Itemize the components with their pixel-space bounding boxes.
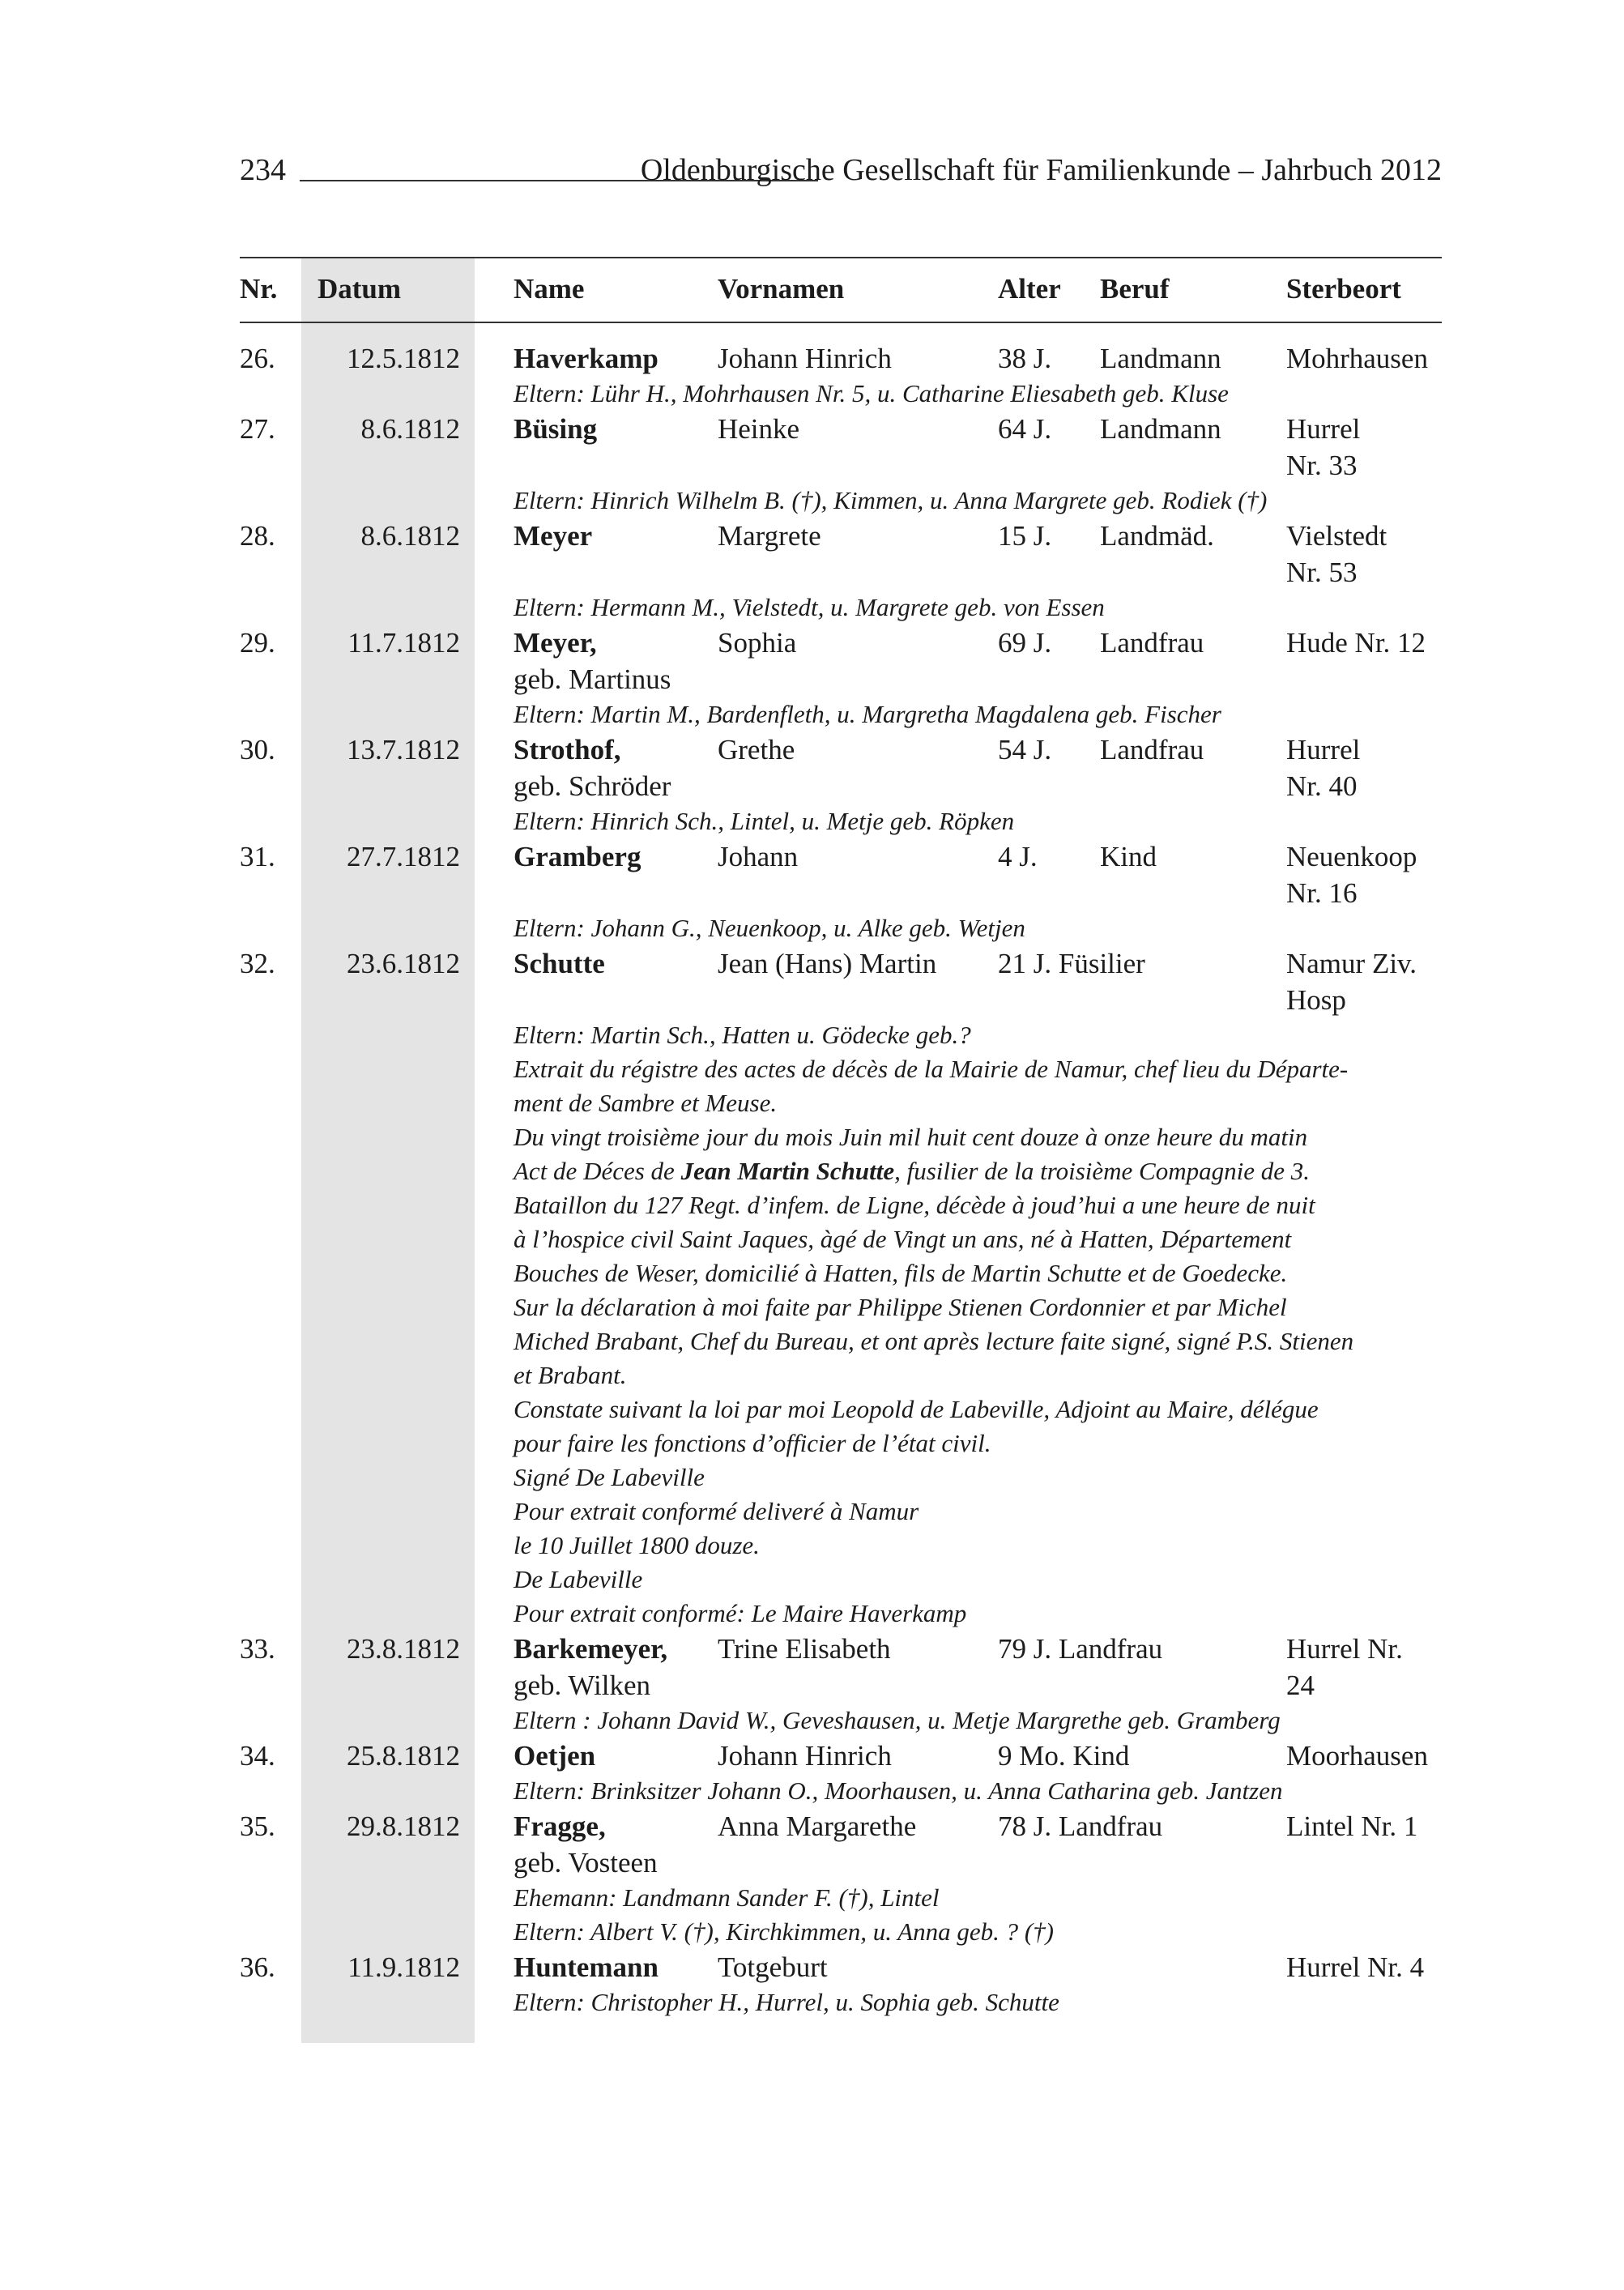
entry-surname: Strothof,	[514, 734, 621, 765]
column-header-vornamen: Vornamen	[718, 273, 845, 305]
table-row	[240, 411, 1442, 518]
entry-name	[514, 945, 716, 982]
entry-given-names: Totgeburt	[718, 1951, 828, 1983]
entry-place-line: Nr. 16	[1286, 877, 1358, 909]
entry-note-line: Eltern: Lühr H., Mohrhausen Nr. 5, u. Catharine Eliesabeth geb. Kluse	[514, 379, 1229, 407]
entry-main-line	[240, 731, 1442, 804]
entry-age: 15 J.	[998, 520, 1052, 552]
entry-place-of-death	[1286, 945, 1448, 1018]
entry-main-line	[240, 1808, 1442, 1881]
entry-age: 4 J.	[998, 841, 1038, 872]
entry-occupation: Landfrau	[1100, 627, 1204, 659]
entry-given-names: Heinke	[718, 413, 800, 445]
entry-date: 27.7.1812	[347, 841, 460, 872]
entry-nr: 36.	[240, 1951, 275, 1983]
table-row	[240, 1631, 1442, 1738]
entry-main-line	[240, 411, 1442, 484]
entry-name	[514, 340, 716, 377]
entry-name	[514, 518, 716, 554]
entry-nr: 32.	[240, 948, 275, 979]
entry-place-of-death	[1286, 625, 1448, 661]
entry-nr: 26.	[240, 343, 275, 374]
entry-occupation: Landmann	[1100, 413, 1221, 445]
entry-date: 12.5.1812	[347, 343, 460, 374]
table-row	[240, 731, 1442, 838]
entry-note-line: Eltern: Martin Sch., Hatten u. Gödecke geb.?	[514, 1021, 971, 1049]
entry-occupation: Landmann	[1100, 343, 1221, 374]
entry-nr: 35.	[240, 1810, 275, 1842]
entry-surname: Meyer	[514, 520, 593, 552]
entry-birth-name: geb. Martinus	[514, 663, 671, 695]
entry-place-line: Nr. 40	[1286, 770, 1358, 802]
entry-place-line: Nr. 33	[1286, 450, 1358, 481]
entry-note-line: Eltern: Martin M., Bardenfleth, u. Margretha Magdalena geb. Fischer	[514, 700, 1221, 728]
entry-note-line: pour faire les fonctions d’officier de l’état civil.	[514, 1429, 991, 1457]
entry-place-of-death	[1286, 1631, 1448, 1704]
entry-place-line: Hurrel Nr. 4	[1286, 1951, 1425, 1983]
running-header	[240, 146, 1442, 194]
entry-note-line: Miched Brabant, Chef du Bureau, et ont après lecture faite signé, signé P.S. Stienen	[514, 1327, 1354, 1355]
note-text: , fusilier de la troisième Compagnie de 3.	[894, 1157, 1311, 1185]
entry-age: 54 J.	[998, 734, 1052, 765]
entry-nr: 33.	[240, 1633, 275, 1665]
entry-note-line: Constate suivant la loi par moi Leopold de Labeville, Adjoint au Maire, délégue	[514, 1395, 1319, 1423]
entry-place-line: Hurrel Nr.	[1286, 1633, 1403, 1665]
note-text: Act de Déces de	[514, 1157, 681, 1185]
entry-date: 25.8.1812	[347, 1740, 460, 1772]
table-row	[240, 1949, 1442, 2019]
table-row	[240, 838, 1442, 945]
entry-date: 13.7.1812	[347, 734, 460, 765]
entry-note-line: Eltern : Johann David W., Geveshausen, u. Metje Margrethe geb. Gramberg	[514, 1706, 1281, 1734]
entry-given-names: Anna Margarethe	[718, 1810, 917, 1842]
entry-main-line	[240, 945, 1442, 1018]
entry-nr: 34.	[240, 1740, 275, 1772]
entry-place-line: Namur Ziv.	[1286, 948, 1417, 979]
entry-given-names: Sophia	[718, 627, 797, 659]
entry-note-line: Bataillon du 127 Regt. d’infem. de Ligne, décède à joud’hui a une heure de nuit	[514, 1191, 1315, 1219]
entry-note-line: Sur la déclaration à moi faite par Philippe Stienen Cordonnier et par Michel	[514, 1293, 1287, 1321]
entry-note-line: Pour extrait conformé: Le Maire Haverkamp	[514, 1599, 967, 1627]
entry-main-line	[240, 1631, 1442, 1704]
entry-nr: 31.	[240, 841, 275, 872]
entry-place-of-death	[1286, 411, 1448, 484]
entry-given-names: Johann	[718, 841, 799, 872]
entry-given-names: Jean (Hans) Martin	[718, 948, 937, 979]
entry-place-line: Nr. 53	[1286, 557, 1358, 588]
entry-note-line	[514, 1154, 1445, 1188]
table-row	[240, 625, 1442, 731]
entry-note-line: Eltern: Christopher H., Hurrel, u. Sophia geb. Schutte	[514, 1988, 1059, 2016]
register-entries	[240, 340, 1442, 2019]
entry-note-line: et Brabant.	[514, 1361, 627, 1389]
entry-age: 64 J.	[998, 413, 1052, 445]
table-row	[240, 340, 1442, 411]
entry-given-names: Johann Hinrich	[718, 1740, 892, 1772]
entry-nr: 30.	[240, 734, 275, 765]
entry-place-line: Lintel Nr. 1	[1286, 1810, 1418, 1842]
entry-place-of-death	[1286, 731, 1448, 804]
entry-name	[514, 1949, 716, 1985]
entry-date: 29.8.1812	[347, 1810, 460, 1842]
entry-birth-name: geb. Wilken	[514, 1670, 651, 1701]
entry-place-of-death	[1286, 1949, 1448, 1985]
entry-given-names: Grethe	[718, 734, 795, 765]
entry-given-names: Johann Hinrich	[718, 343, 892, 374]
entry-place-line: Hurrel	[1286, 413, 1361, 445]
entry-surname: Fragge,	[514, 1810, 606, 1842]
table-row	[240, 945, 1442, 1631]
entry-age: 79 J. Landfrau	[998, 1633, 1163, 1665]
entry-note-line: De Labeville	[514, 1565, 643, 1593]
entry-date: 11.7.1812	[347, 627, 460, 659]
entry-note-line: Eltern: Hinrich Sch., Lintel, u. Metje geb. Röpken	[514, 807, 1015, 835]
entry-place-line: Mohrhausen	[1286, 343, 1428, 374]
entry-place-line: Hude Nr. 12	[1286, 627, 1426, 659]
entry-age: 9 Mo. Kind	[998, 1740, 1130, 1772]
entry-note-line: Eltern: Hinrich Wilhelm B. (†), Kimmen, u. Anna Margrete geb. Rodiek (†)	[514, 486, 1268, 514]
column-header-beruf: Beruf	[1100, 273, 1170, 305]
entry-date: 8.6.1812	[360, 413, 460, 445]
entry-date: 23.8.1812	[347, 1633, 460, 1665]
table-row	[240, 1738, 1442, 1808]
entry-place-of-death	[1286, 1738, 1448, 1774]
entry-place-line: Neuenkoop	[1286, 841, 1417, 872]
column-header-sterbeort: Sterbeort	[1286, 273, 1401, 305]
entry-note-line: Eltern: Johann G., Neuenkoop, u. Alke geb. Wetjen	[514, 914, 1025, 942]
table-row	[240, 518, 1442, 625]
entry-name	[514, 731, 716, 804]
entry-note-line: à l’hospice civil Saint Jaques, àgé de Vingt un ans, né à Hatten, Département	[514, 1225, 1292, 1253]
entry-main-line	[240, 340, 1442, 377]
entry-occupation: Landfrau	[1100, 734, 1204, 765]
entry-age: 38 J.	[998, 343, 1052, 374]
entry-main-line	[240, 1949, 1442, 1985]
entry-occupation: Landmäd.	[1100, 520, 1214, 552]
entry-occupation: Kind	[1100, 841, 1157, 872]
entry-surname: Haverkamp	[514, 343, 659, 374]
entry-place-line: Hurrel	[1286, 734, 1361, 765]
entry-date: 23.6.1812	[347, 948, 460, 979]
entry-place-of-death	[1286, 518, 1448, 591]
column-header-nr: Nr.	[240, 273, 278, 305]
entry-note-line: le 10 Juillet 1800 douze.	[514, 1531, 760, 1559]
entry-note-line: Extrait du régistre des actes de décès de la Mairie de Namur, chef lieu du Départe-	[514, 1055, 1349, 1083]
journal-title: Oldenburgische Gesellschaft für Familienkunde – Jahrbuch 2012	[640, 153, 1442, 187]
entry-note-line: ment de Sambre et Meuse.	[514, 1089, 778, 1117]
entry-name	[514, 1738, 716, 1774]
table-row	[240, 1808, 1442, 1949]
entry-note-line: Eltern: Brinksitzer Johann O., Moorhausen, u. Anna Catharina geb. Jantzen	[514, 1776, 1283, 1805]
table-header-row	[240, 257, 1442, 322]
entry-given-names: Trine Elisabeth	[718, 1633, 891, 1665]
entry-nr: 27.	[240, 413, 275, 445]
entry-note-line: Ehemann: Landmann Sander F. (†), Lintel	[514, 1883, 940, 1912]
entry-date: 8.6.1812	[360, 520, 460, 552]
entry-place-line: Moorhausen	[1286, 1740, 1428, 1772]
entry-place-of-death	[1286, 838, 1448, 911]
entry-surname: Oetjen	[514, 1740, 596, 1772]
entry-name	[514, 411, 716, 447]
entry-main-line	[240, 625, 1442, 697]
entry-name	[514, 1631, 716, 1704]
entry-name	[514, 625, 716, 697]
entry-note-line: Eltern: Albert V. (†), Kirchkimmen, u. Anna geb. ? (†)	[514, 1917, 1054, 1946]
note-bold-name: Jean Martin Schutte	[680, 1157, 895, 1185]
entry-surname: Meyer,	[514, 627, 597, 659]
entry-age: 21 J. Füsilier	[998, 948, 1145, 979]
entry-nr: 29.	[240, 627, 275, 659]
entry-place-line: 24	[1286, 1670, 1315, 1701]
entry-main-line	[240, 518, 1442, 591]
entry-name	[514, 1808, 716, 1881]
entry-surname: Schutte	[514, 948, 605, 979]
entry-place-line: Vielstedt	[1286, 520, 1387, 552]
entry-place-line: Hosp	[1286, 984, 1346, 1016]
entry-birth-name: geb. Vosteen	[514, 1847, 658, 1878]
entry-surname: Huntemann	[514, 1951, 659, 1983]
entry-birth-name: geb. Schröder	[514, 770, 671, 802]
entry-age: 78 J. Landfrau	[998, 1810, 1163, 1842]
entry-place-of-death	[1286, 340, 1448, 377]
entry-given-names: Margrete	[718, 520, 821, 552]
table-header-rule	[240, 322, 1442, 323]
entry-main-line	[240, 838, 1442, 911]
entry-surname: Büsing	[514, 413, 598, 445]
entry-main-line	[240, 1738, 1442, 1774]
entry-nr: 28.	[240, 520, 275, 552]
column-header-name: Name	[514, 273, 585, 305]
entry-surname: Gramberg	[514, 841, 642, 872]
entry-age: 69 J.	[998, 627, 1052, 659]
entry-note-line: Signé De Labeville	[514, 1463, 705, 1491]
entry-note-line: Eltern: Hermann M., Vielstedt, u. Margrete geb. von Essen	[514, 593, 1105, 621]
entry-note-line: Pour extrait conformé deliveré à Namur	[514, 1497, 919, 1525]
column-header-alter: Alter	[998, 273, 1061, 305]
entry-place-of-death	[1286, 1808, 1448, 1844]
column-header-datum: Datum	[318, 273, 402, 305]
entry-note-line: Du vingt troisième jour du mois Juin mil huit cent douze à onze heure du matin	[514, 1123, 1308, 1151]
page-number: 234	[240, 153, 286, 187]
entry-name	[514, 838, 716, 875]
entry-surname: Barkemeyer,	[514, 1633, 668, 1665]
entry-date: 11.9.1812	[347, 1951, 460, 1983]
entry-note-line: Bouches de Weser, domicilié à Hatten, fils de Martin Schutte et de Goedecke.	[514, 1259, 1288, 1287]
